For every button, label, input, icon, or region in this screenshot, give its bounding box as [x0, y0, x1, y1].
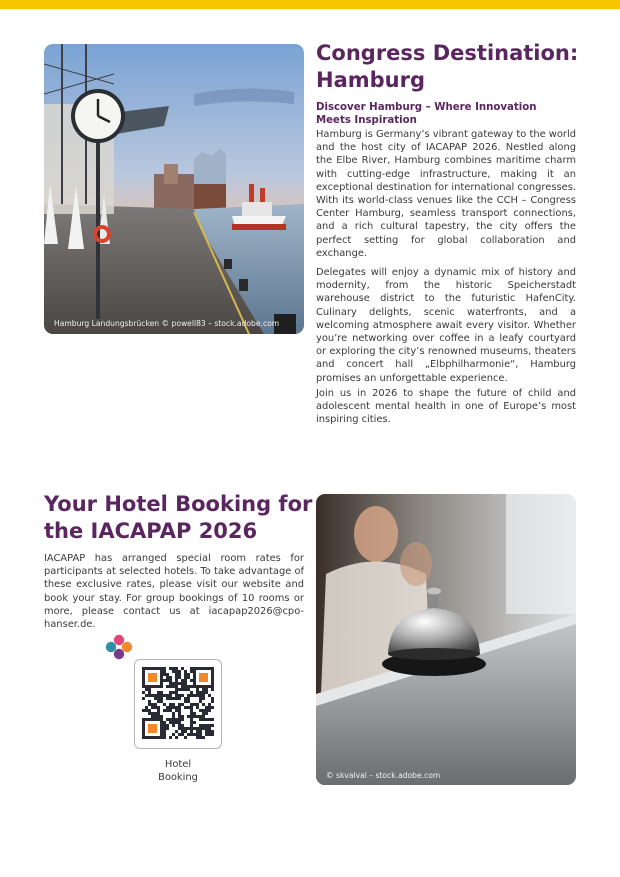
- hotel-photo: [316, 494, 576, 785]
- hamburg-harbour-illustration: [44, 44, 304, 334]
- hotel-booking-qr-code[interactable]: [134, 659, 222, 749]
- qr-code-icon: [142, 667, 214, 739]
- hamburg-subtitle: [316, 101, 578, 127]
- hamburg-subtitle-line2: Meets Inspiration: [316, 115, 417, 127]
- hotel-title-line1: Your Hotel Booking for: [44, 492, 313, 516]
- logo-mark-icon: [104, 633, 134, 661]
- hotel-title-line2: the IACAPAP 2026: [44, 519, 258, 543]
- hotel-photo-credit: © skvalval – stock.adobe.com: [326, 771, 441, 780]
- qr-label-line2: Booking: [158, 772, 198, 784]
- hamburg-paragraph-3: Join us in 2026 to shape the future of child and adolescent mental health in one of Europe’s most inspiring cities.: [316, 388, 576, 426]
- qr-label-line1: Hotel: [164, 759, 192, 770]
- hamburg-title-line1: Congress Destination:: [316, 41, 579, 65]
- hotel-paragraph: IACAPAP has arranged special room rates for participants at selected hotels. To take advantage of these exclusive rates, please visit our website and book your stay. For group bookings of 10 rooms or more, please contact us at iacapap2026@cpo-hanser.de.: [44, 553, 304, 631]
- hamburg-subtitle-line1: Discover Hamburg – Where Innovation: [316, 102, 537, 113]
- hotel-title: [44, 491, 314, 545]
- top-accent-bar: [0, 0, 620, 9]
- hamburg-photo: [44, 44, 304, 334]
- hamburg-paragraph-1: Hamburg is Germany’s vibrant gateway to the world and the host city of IACAPAP 2026. Nestled along the Elbe River, Hamburg combines maritime charm with cutting-edge infrastructure, making it an exceptional destination for international congresses. With its world-class venues like the CCH – Congress Center Hamburg, seamless transport connections, and a rich cultural tapestry, the city offers the perfect setting for global collaboration and exchange.: [316, 129, 576, 259]
- hamburg-paragraph-2: Delegates will enjoy a dynamic mix of history and modernity, from the historic Speicherstadt warehouse district to the futuristic HafenCity. Culinary delights, scenic waterfronts, and a welcoming atmosphere await every visitor. Whether you’re networking over coffee in a leafy courtyard or exploring the city’s renowned museums, theaters and concert hall „Elbphilharmonie“, Hamburg promises an unforgettable experience.: [316, 267, 576, 384]
- qr-label: [140, 758, 216, 784]
- hotel-reception-illustration: [316, 494, 576, 785]
- hamburg-photo-credit: Hamburg Landungsbrücken © powell83 – stock.adobe.com: [54, 319, 280, 328]
- hamburg-title: [316, 40, 596, 94]
- clock-icon: [71, 89, 125, 143]
- hamburg-title-line2: Hamburg: [316, 68, 425, 92]
